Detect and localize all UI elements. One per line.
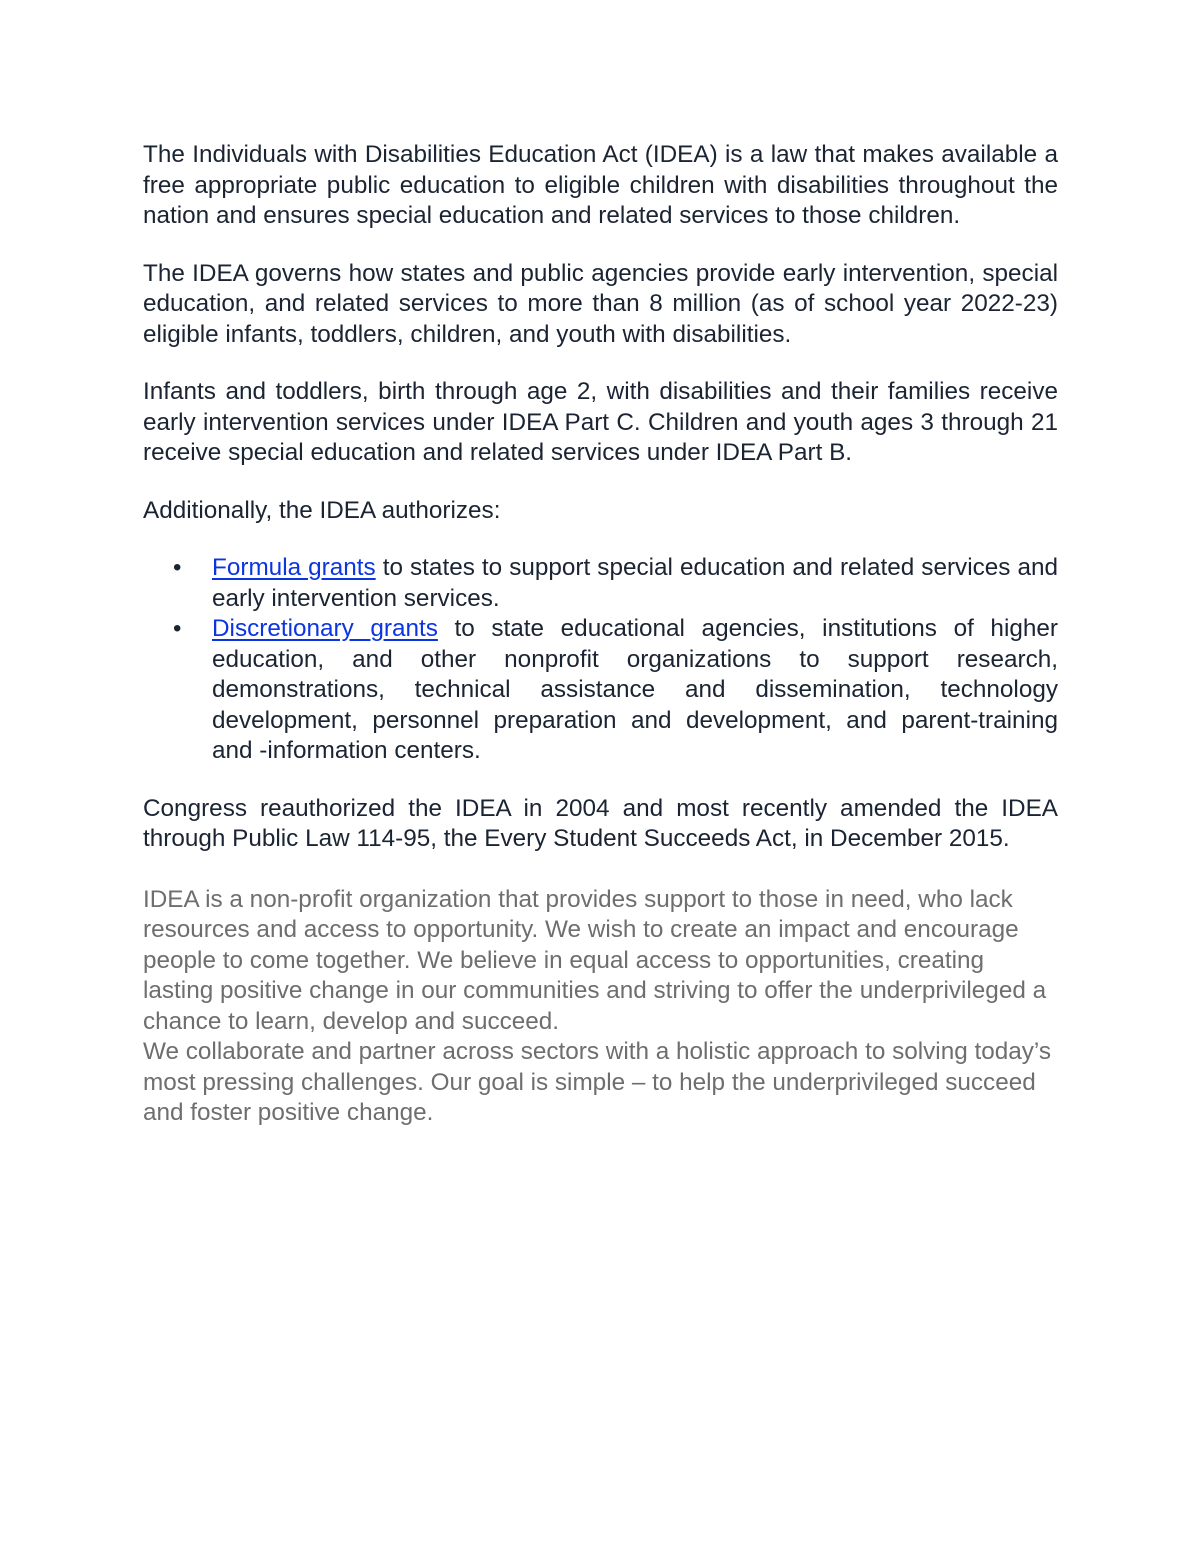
paragraph-reauthorization: Congress reauthorized the IDEA in 2004 and most recently amended the IDEA through Public Law 114-95, the Every Student Succeeds Act, in December 2015. — [143, 794, 1058, 852]
paragraph-idea-governs: The IDEA governs how states and public agencies provide early intervention, special education, and related services to more than 8 million (as of school year 2022-23) eligible infants, toddlers, children, and youth with disabilities. — [143, 259, 1058, 348]
document-page — [143, 140, 1058, 1129]
authorizations-list — [143, 553, 1058, 767]
paragraph-idea-definition: The Individuals with Disabilities Education Act (IDEA) is a law that makes available a free appropriate public education to eligible children with disabilities throughout the nation and ensures special education and related services to those children. — [143, 141, 1058, 229]
list-item — [143, 553, 1058, 614]
discretionary-grants-link[interactable]: Discretionary grants — [212, 615, 438, 642]
about-paragraph-mission: IDEA is a non-profit organization that provides support to those in need, who lack resources and access to opportunity. We wish to create an impact and encourage people to come together. We believe in equal access to opportunities, creating lasting positive change in our communities and striving to offer the underprivileged a chance to learn, develop and succeed. — [143, 885, 1047, 1035]
bullet-icon: • — [173, 615, 182, 642]
about-organization-section — [143, 882, 1058, 1129]
discretionary-grants-description: to state educational agencies, institutions of higher education, and other nonprofit organizations to support research, demonstrations, technical assistance and dissemination, technology development, personnel preparation and development, and parent-training and -information centers. — [212, 615, 1058, 764]
bullet-icon: • — [173, 554, 182, 581]
about-paragraph-approach: We collaborate and partner across sectors with a holistic approach to solving today’s most pressing challenges. Our goal is simple – to help the underprivileged succeed and foster positive change. — [143, 1038, 1052, 1126]
list-item — [143, 614, 1058, 767]
paragraph-infants-toddlers: Infants and toddlers, birth through age 2, with disabilities and their families receive early intervention services under IDEA Part C. Children and youth ages 3 through 21 receive special education and related services under IDEA Part B. — [143, 378, 1058, 466]
paragraph-authorizes-intro: Additionally, the IDEA authorizes: — [143, 496, 501, 524]
formula-grants-link[interactable]: Formula grants — [212, 554, 376, 581]
formula-grants-description: to states to support special education and related services and early intervention services. — [212, 554, 1058, 612]
